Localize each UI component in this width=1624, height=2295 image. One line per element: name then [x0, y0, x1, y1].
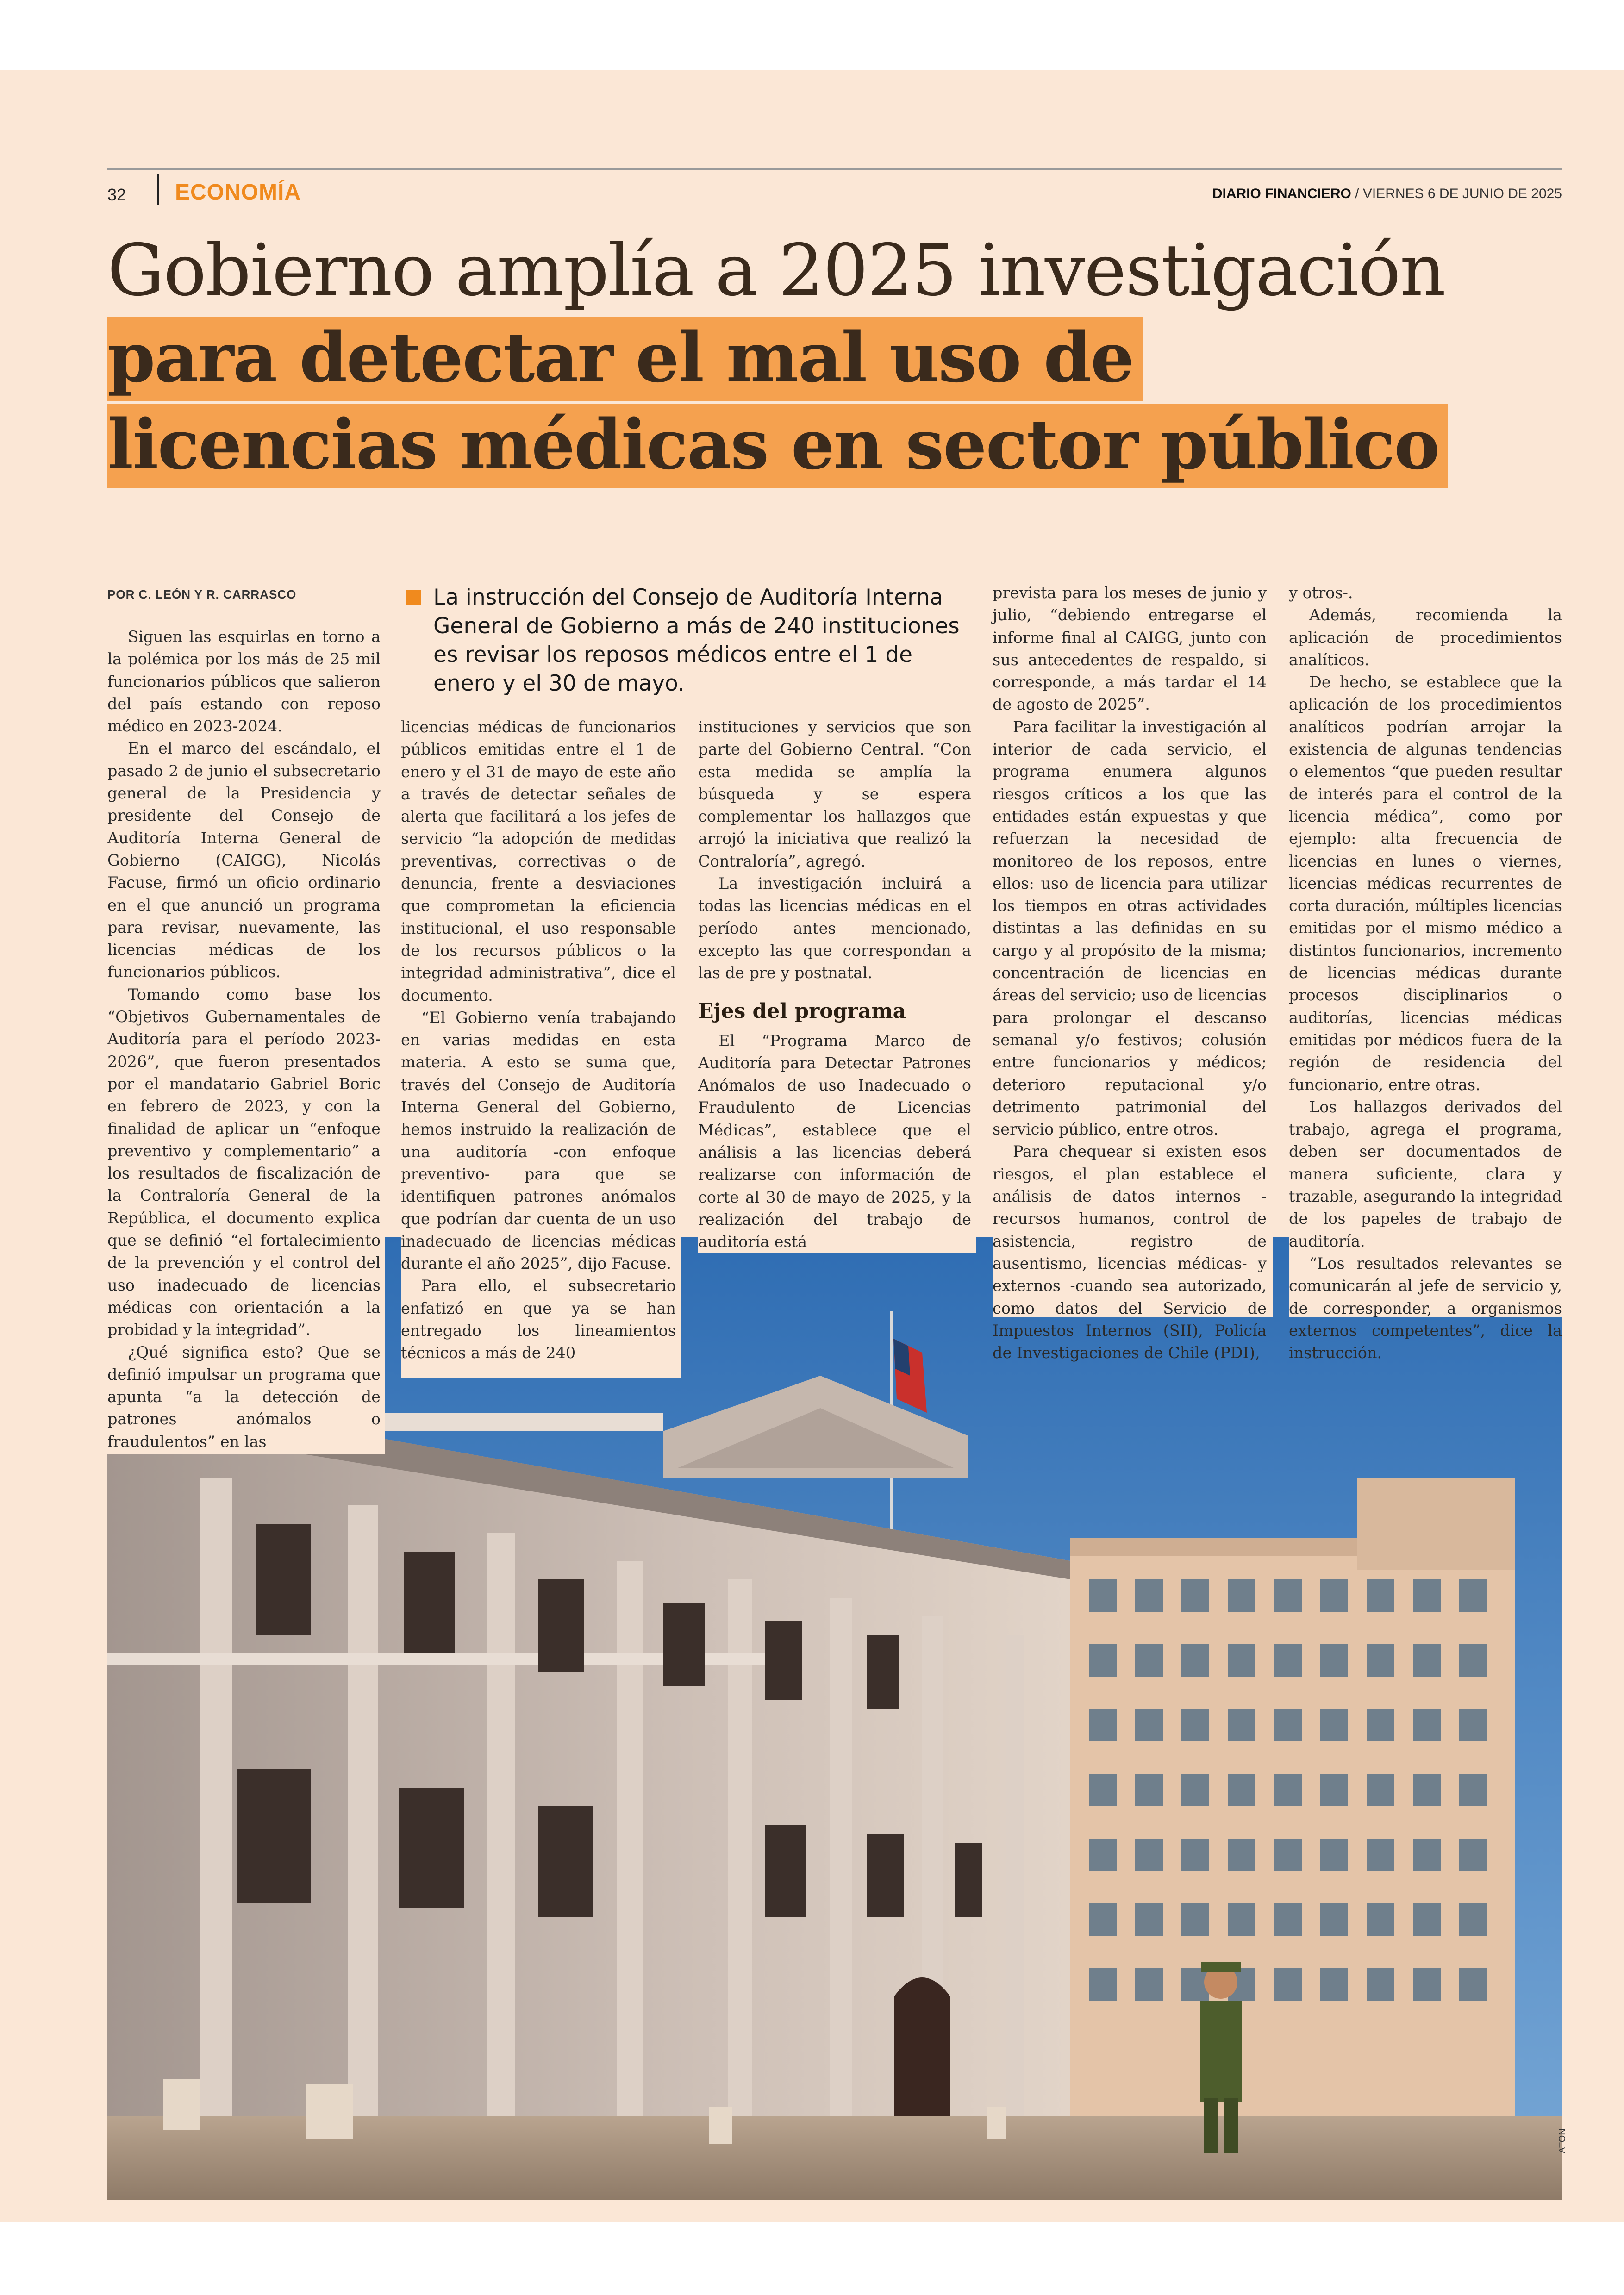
header-rule: [107, 168, 1562, 170]
paragraph: Para chequear si existen esos riesgos, el plan establece el análisis de datos internos -recursos humanos, control de asistencia, registro de ausentismo, licencias médicas- y externos -cuando sea autorizado, como datos del Servicio de Impuestos Internos (SII), Policía de Investigaciones de Chile (PDI),: [993, 1142, 1267, 1362]
newspaper-page: [0, 70, 1624, 2222]
paragraph: De hecho, se establece que la aplicación de los procedimientos analíticos podrían arrojar la existencia de algunas tendencias o elementos “que pueden resultar de interés para el control de la licencia médica”, como por ejemplo: alta frecuencia de licencias en lunes o viernes, licencias médicas recurrentes de corta duración, múltiples licencias emitidas por el mismo médico a distintos funcionarios, incremento de licencias médicas durante procesos disciplinarios o auditorías, licencias médicas emitidas por médicos fuera de la región de residencia del funcionario, entre otras.: [1289, 673, 1562, 1094]
body-column-5: [1289, 582, 1562, 1362]
paragraph: licencias médicas de funcionarios públicos emitidas entre el 1 de enero y el 31 de mayo de este año a través de detectar señales de alerta que facilitará a los jefes de servicio “la adopción de medidas preventivas, correctivas o de denuncia, frente a desviaciones que comprometan la eficiencia institucional, el uso responsable de los recursos públicos o la integridad administrativa”, dice el documento.: [401, 718, 676, 1004]
paragraph: En el marco del escándalo, el pasado 2 de junio el subsecretario general de la Presidencia y presidente del Consejo de Auditoría Interna General de Gobierno (CAIGG), Nicolás Facuse, firmó un oficio ordinario en el que anunció un programa para revisar, nuevamente, las licencias médicas de los funcionarios públicos.: [107, 739, 381, 981]
paragraph: La investigación incluirá a todas las licencias médicas en el período antes mencionado, excepto las que correspondan a las de pre y postnatal.: [698, 874, 971, 982]
subheading: Ejes del programa: [698, 999, 906, 1023]
headline-line-3: licencias médicas en sector público: [107, 404, 1448, 488]
paragraph: y otros-.: [1289, 584, 1353, 602]
paragraph: “El Gobierno venía trabajando en varias medidas en esta materia. A esto se suma que, través del Consejo de Auditoría Interna General del Gobierno, hemos instruido la realización de una auditoría -con enfoque preventivo- para que se identifiquen patrones anómalos que podrían dar cuenta de un uso inadecuado de licencias médicas durante el año 2025”, dijo Facuse.: [401, 1008, 676, 1273]
body-column-1: [107, 626, 385, 1454]
section-tag: ECONOMÍA: [175, 180, 301, 205]
body-column-4: [993, 582, 1273, 1362]
paragraph: Para ello, el subsecretario enfatizó en que ya se han entregado los lineamientos técnicos a más de 240: [401, 1277, 676, 1362]
headline-line-2: para detectar el mal uso de: [107, 317, 1143, 401]
issue-date: / VIERNES 6 DE JUNIO DE 2025: [1355, 186, 1562, 201]
byline: POR C. LEÓN Y R. CARRASCO: [107, 587, 297, 601]
paragraph: Siguen las esquirlas en torno a la polémica por los más de 25 mil funcionarios públicos que salieron del país estando con reposo médico en 2023-2024.: [107, 628, 381, 736]
paragraph: instituciones y servicios que son parte del Gobierno Central. “Con esta medida se amplía la búsqueda y se espera complementar los hallazgos que arrojó la iniciativa que realizó la Contraloría”, agregó.: [698, 718, 971, 870]
masthead: [1212, 186, 1562, 202]
headline: [107, 228, 1562, 488]
paragraph: “Los resultados relevantes se comunicarán al jefe de servicio y, de corresponder, a organismos externos competentes”, dice la instrucción.: [1289, 1254, 1562, 1362]
paragraph: Tomando como base los “Objetivos Gubernamentales de Auditoría para el período 2023-2026”, que fueron presentados por el mandatario Gabriel Boric en febrero de 2023, y con la finalidad de aplicar un “enfoque preventivo y complementario” a los resultados de fiscalización de la Contraloría General de la República, el documento explica que se definió “el fortalecimiento de la prevención y el control del uso inadecuado de licencias médicas con orientación a la probidad y la integridad”.: [107, 985, 381, 1339]
section-divider: [157, 174, 159, 205]
page-number: 32: [107, 185, 126, 204]
deck-text: La instrucción del Consejo de Auditoría Interna General de Gobierno a más de 240 instituciones es revisar los reposos médicos entre el 1 de enero y el 30 de mayo.: [433, 585, 960, 696]
paragraph: ¿Qué significa esto? Que se definió impulsar un programa que apunta “a la detección de patrones anómalos o fraudulentos” en las: [107, 1343, 381, 1451]
paragraph: Además, recomienda la aplicación de procedimientos analíticos.: [1289, 606, 1562, 669]
body-column-3: [698, 716, 976, 1253]
deck-bullet-icon: [406, 590, 421, 605]
paragraph: El “Programa Marco de Auditoría para Detectar Patrones Anómalos de uso Inadecuado o Fraudulento de Licencias Médicas”, establece que el análisis a las licencias deberá realizarse con información de corte al 30 de mayo de 2025, y la realización del trabajo de auditoría está: [698, 1031, 971, 1251]
paragraph: Los hallazgos derivados del trabajo, agrega el programa, deben ser documentados de manera suficiente, clara y trazable, asegurando la integridad de los papeles de trabajo de auditoría.: [1289, 1098, 1562, 1250]
publication-name: DIARIO FINANCIERO: [1212, 186, 1351, 201]
body-column-2: [401, 716, 681, 1378]
paragraph: Para facilitar la investigación al interior de cada servicio, el programa enumera algunos riesgos críticos a los que las entidades están expuestas y que refuerzan la necesidad de monitoreo de los reposos, entre ellos: uso de licencia para utilizar los tiempos en otras actividades distintas a las definidas en su cargo y al propósito de la misma; concentración de licencias en áreas del servicio; uso de licencias para prolongar el descanso semanal y/o festivos; colusión entre funcionarios y médicos; deterioro reputacional y/o detrimento patrimonial del servicio público, entre otros.: [993, 717, 1267, 1139]
photo-credit: ATON: [1557, 2128, 1568, 2153]
paragraph: prevista para los meses de junio y julio, “debiendo entregarse el informe final al CAIGG, junto con sus antecedentes de respaldo, si corresponde, a más tardar el 14 de agosto de 2025”.: [993, 584, 1267, 714]
headline-line-1: Gobierno amplía a 2025 investigación: [107, 229, 1445, 312]
deck: [406, 583, 966, 698]
